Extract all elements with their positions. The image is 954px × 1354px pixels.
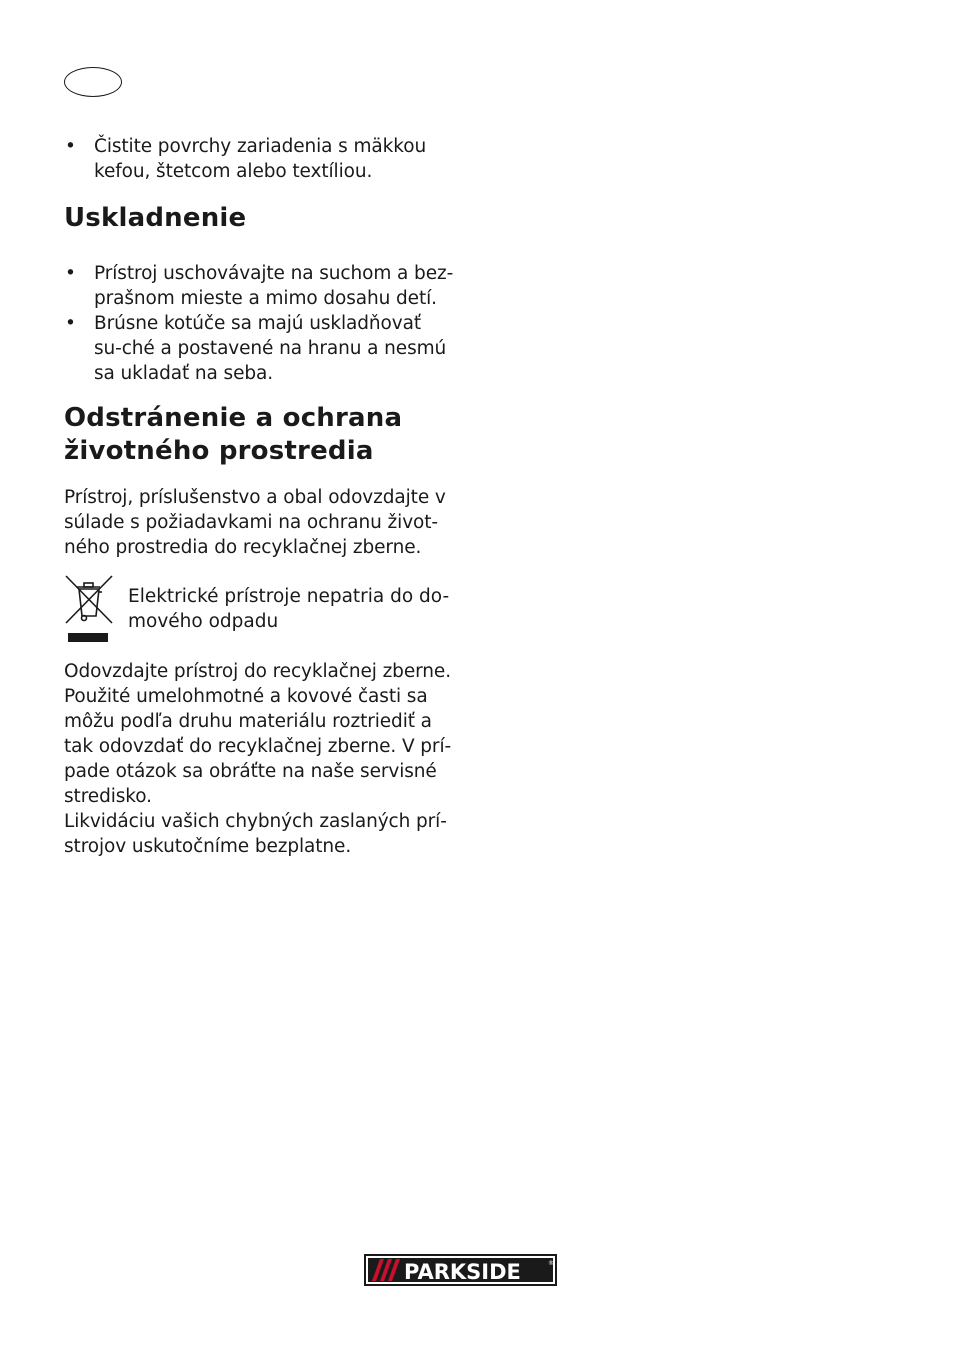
- disposal-section: [64, 402, 454, 560]
- disposal-heading-line1: Odstránenie a ochrana: [64, 403, 403, 433]
- disposal-body-section: [64, 659, 454, 859]
- disposal-body-free: Likvidáciu vašich chybných zaslaných prí-strojov uskutočníme bezplatne.: [64, 811, 447, 857]
- bullet-icon: •: [65, 136, 76, 157]
- list-item: [64, 134, 454, 184]
- list-item-text: Prístroj uschovávajte na suchom a bez-prašnom mieste a mimo dosahu detí.: [94, 263, 454, 309]
- parkside-logo: [364, 1254, 557, 1286]
- bullet-icon: •: [65, 263, 76, 284]
- cleaning-list: [64, 134, 454, 184]
- storage-section: [64, 202, 454, 386]
- list-item: [64, 311, 454, 386]
- weee-text: Elektrické prístroje nepatria do do-mového odpadu: [128, 586, 450, 632]
- list-item-text: Brúsne kotúče sa majú uskladňovať su-ché a postavené na hranu a nesmú sa ukladať na seba.: [94, 313, 447, 384]
- storage-list: [64, 261, 454, 386]
- disposal-heading-line2: životného prostredia: [64, 436, 374, 466]
- bullet-icon: •: [65, 313, 76, 334]
- list-item: [64, 261, 454, 311]
- storage-heading: Uskladnenie: [64, 203, 247, 233]
- disposal-heading: [64, 402, 454, 468]
- disposal-body: Odovzdajte prístroj do recyklačnej zberne. Použité umelohmotné a kovové časti sa môžu podľa druhu materiálu roztriediť a tak odovzdať do recyklačnej zberne. V prí-pade otázok sa obráťte na naše servisné stredisko.: [64, 661, 452, 807]
- list-item-text: Čistite povrchy zariadenia s mäkkou kefou, štetcom alebo textíliou.: [94, 136, 427, 182]
- registered-mark: ®: [548, 1260, 554, 1267]
- language-badge: [64, 67, 122, 97]
- cleaning-section: [64, 134, 454, 184]
- disposal-intro: Prístroj, príslušenstvo a obal odovzdajte v súlade s požiadavkami na ochranu život-ného prostredia do recyklačnej zberne.: [64, 487, 446, 558]
- crossed-out-wheelie-bin-icon: [64, 574, 114, 644]
- brand-name: PARKSIDE: [404, 1260, 521, 1284]
